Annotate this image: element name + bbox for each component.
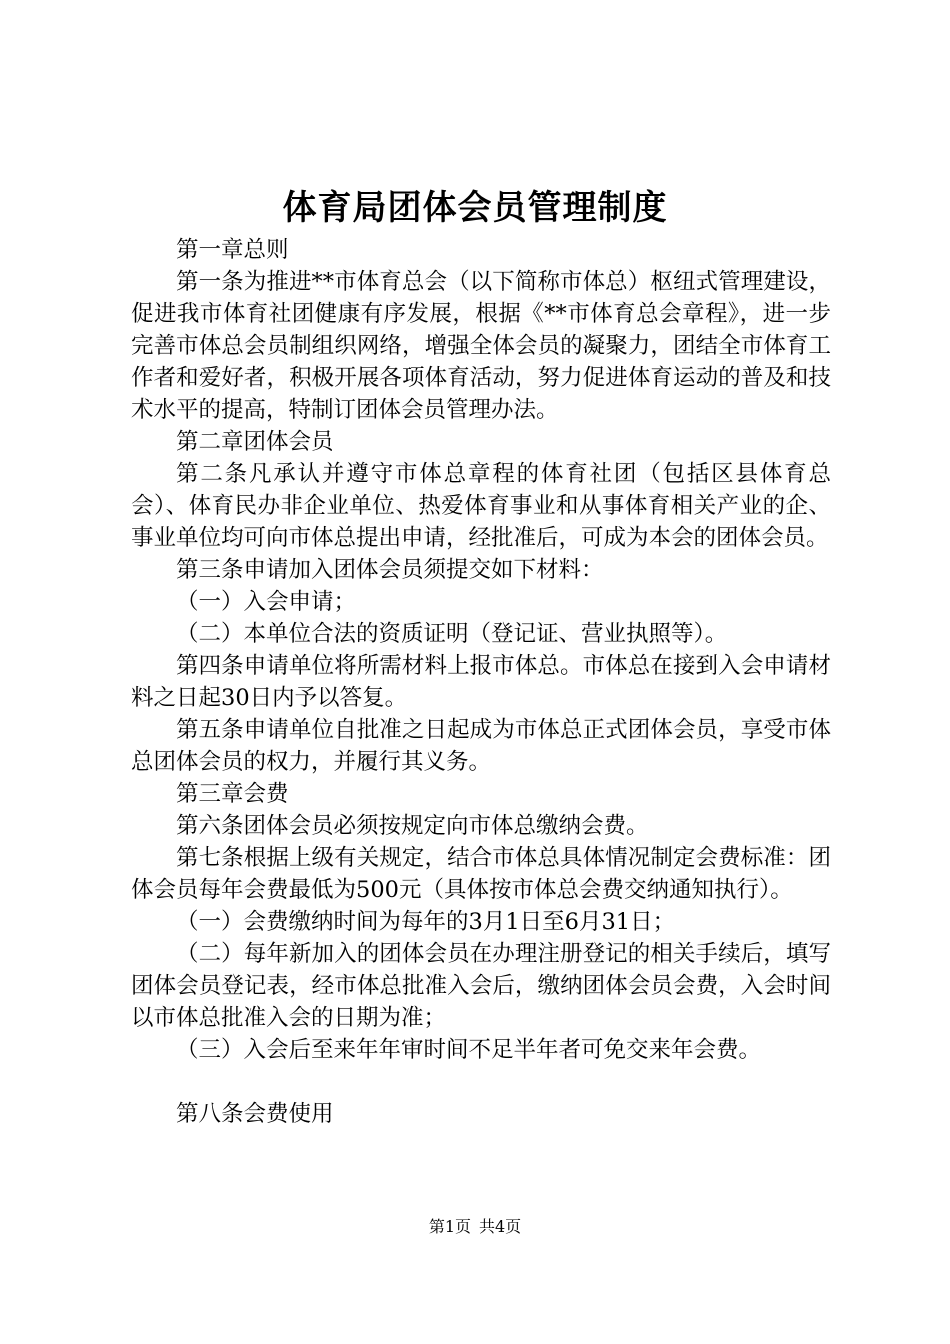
chapter-heading: 第一章总则: [176, 237, 289, 263]
page-total: 共4页: [479, 1217, 522, 1236]
paragraph: 第二条凡承认并遵守市体总章程的体育社团（包括区县体育总会）、体育民办非企业单位、热爱体育事业和从事体育相关产业的企、事业单位均可向市体总提出申请，经批准后，可成为本会的团体会员。: [131, 461, 831, 551]
list-item: （三）入会后至来年年审时间不足半年者可免交来年会费。: [176, 1037, 762, 1063]
paragraph: 第五条申请单位自批准之日起成为市体总正式团体会员，享受市体总团体会员的权力，并履行其义务。: [131, 717, 831, 775]
chapter-heading: 第二章团体会员: [176, 429, 334, 455]
page-number: 第1页: [428, 1217, 471, 1236]
document-title: 体育局团体会员管理制度: [282, 188, 668, 228]
paragraph: 第四条申请单位将所需材料上报市体总。市体总在接到入会申请材料之日起30日内予以答复。: [131, 653, 831, 711]
paragraph: 第一条为推进**市体育总会（以下简称市体总）枢纽式管理建设，促进我市体育社团健康有序发展，根据《**市体育总会章程》，进一步完善市体总会员制组织网络，增强全体会员的凝聚力，团结全市体育工作者和爱好者，积极开展各项体育活动，努力促进体育运动的普及和技术水平的提高，特制订团体会员管理办法。: [131, 269, 831, 423]
paragraph: 第七条根据上级有关规定，结合市体总具体情况制定会费标准：团体会员每年会费最低为500元（具体按市体总会费交纳通知执行）。: [131, 845, 831, 903]
document-body: [131, 234, 831, 1130]
list-item: （二）本单位合法的资质证明（登记证、营业执照等）。: [176, 621, 728, 647]
page-footer: [0, 1216, 950, 1238]
list-item: （一）入会申请；: [176, 589, 357, 615]
paragraph: 第六条团体会员必须按规定向市体总缴纳会费。: [176, 813, 649, 839]
chapter-heading: 第三章会费: [176, 781, 289, 807]
list-item: （二）每年新加入的团体会员在办理注册登记的相关手续后，填写团体会员登记表，经市体总批准入会后，缴纳团体会员会费，入会时间以市体总批准入会的日期为准；: [131, 941, 831, 1031]
list-item: （一）会费缴纳时间为每年的3月1日至6月31日；: [176, 909, 676, 935]
paragraph: 第八条会费使用: [176, 1101, 334, 1127]
paragraph: 第三条申请加入团体会员须提交如下材料：: [176, 557, 604, 583]
